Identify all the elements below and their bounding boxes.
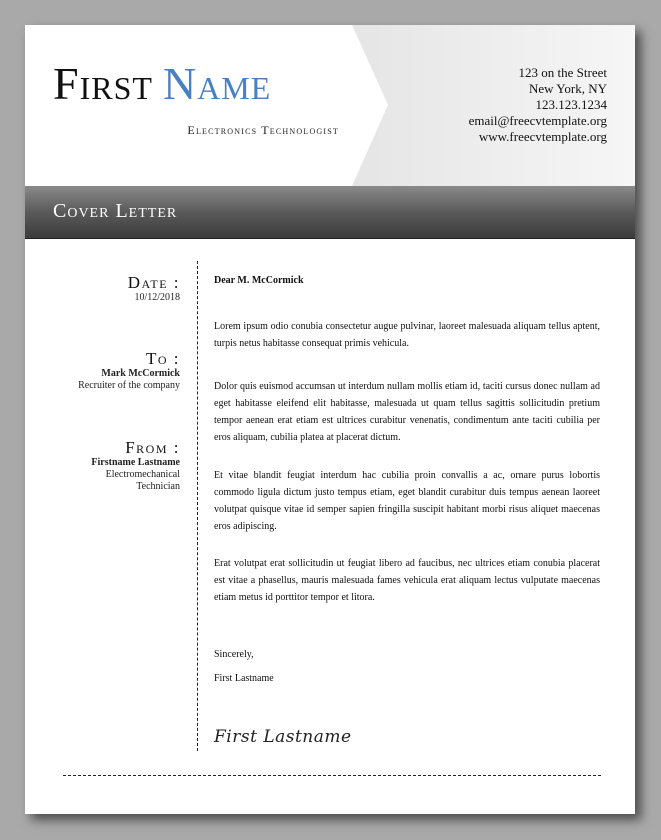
sender-role-line-2: Technician — [136, 481, 180, 492]
from-label: From : — [125, 438, 180, 457]
bottom-dashed-divider — [63, 775, 601, 776]
job-title: Electronics Technologist — [187, 123, 339, 137]
contact-block — [469, 65, 607, 145]
section-title-bar — [25, 186, 635, 239]
recipient-name: Mark McCormick — [101, 368, 180, 379]
full-name — [53, 58, 272, 109]
to-label: To : — [145, 349, 180, 368]
letter-closing-name: First Lastname — [214, 673, 274, 684]
first-name: First — [53, 58, 153, 109]
sender-block — [25, 439, 180, 493]
recipient-block — [25, 350, 180, 392]
sender-name: Firstname Lastname — [91, 457, 180, 468]
contact-phone: 123.123.1234 — [535, 97, 607, 112]
recipient-role: Recruiter of the company — [78, 380, 180, 391]
letter-paragraph-1: Lorem ipsum odio conubia consectetur augue pulvinar, laoreet malesuada aliquam tellus aptent, turpis netus habitasse consequat primis vehicula. — [214, 321, 600, 349]
contact-website: www.freecvtemplate.org — [478, 129, 607, 144]
date-block — [25, 274, 180, 304]
letter-paragraph-4: Erat volutpat erat sollicitudin ut feugiat libero ad faucibus, nec ultrices etiam conubia placerat est vitae a phasellus, mauris malesuada fames vehicula erat aliquam lectus vulputate maecenas etiam metus id porttitor tempor et litora. — [214, 558, 600, 603]
contact-city: New York, NY — [528, 81, 607, 96]
date-label: Date : — [127, 273, 180, 292]
contact-street: 123 on the Street — [518, 65, 607, 80]
letter-paragraph-2: Dolor quis euismod accumsan ut interdum nullam mollis etiam id, taciti cursus donec nullam ad eget habitasse eleifend elit habitasse, malesuada ut quam tellus sagittis sollicitudin pretium tempor aenean erat etiam est ultrices curabitur venenatis, condimentum ante taciti cubilia per eros aliquam, cubilia platea at placerat dictum. — [214, 381, 600, 443]
last-name: Name — [162, 58, 272, 109]
letter-greeting: Dear M. McCormick — [214, 275, 304, 286]
cover-letter-page — [25, 25, 635, 814]
section-title: Cover Letter — [53, 200, 178, 222]
letter-closing: Sincerely, — [214, 649, 254, 660]
letter-paragraph-3: Et vitae blandit feugiat interdum hac cubilia proin convallis a ac, ornare purus lobortis commodo ligula dictum justo tempus etiam, eget blandit curabitur duis tempus aenean laoreet volutpat quisque vitae id semper sapien fringilla suscipit habitant morbi risus aliquet maecenas eros adipiscing. — [214, 470, 600, 532]
handwritten-signature: First Lastname — [214, 727, 352, 747]
contact-email: email@freecvtemplate.org — [468, 113, 607, 128]
vertical-dashed-divider — [197, 261, 198, 751]
date-value: 10/12/2018 — [134, 292, 180, 303]
sender-role-line-1: Electromechanical — [105, 469, 180, 480]
